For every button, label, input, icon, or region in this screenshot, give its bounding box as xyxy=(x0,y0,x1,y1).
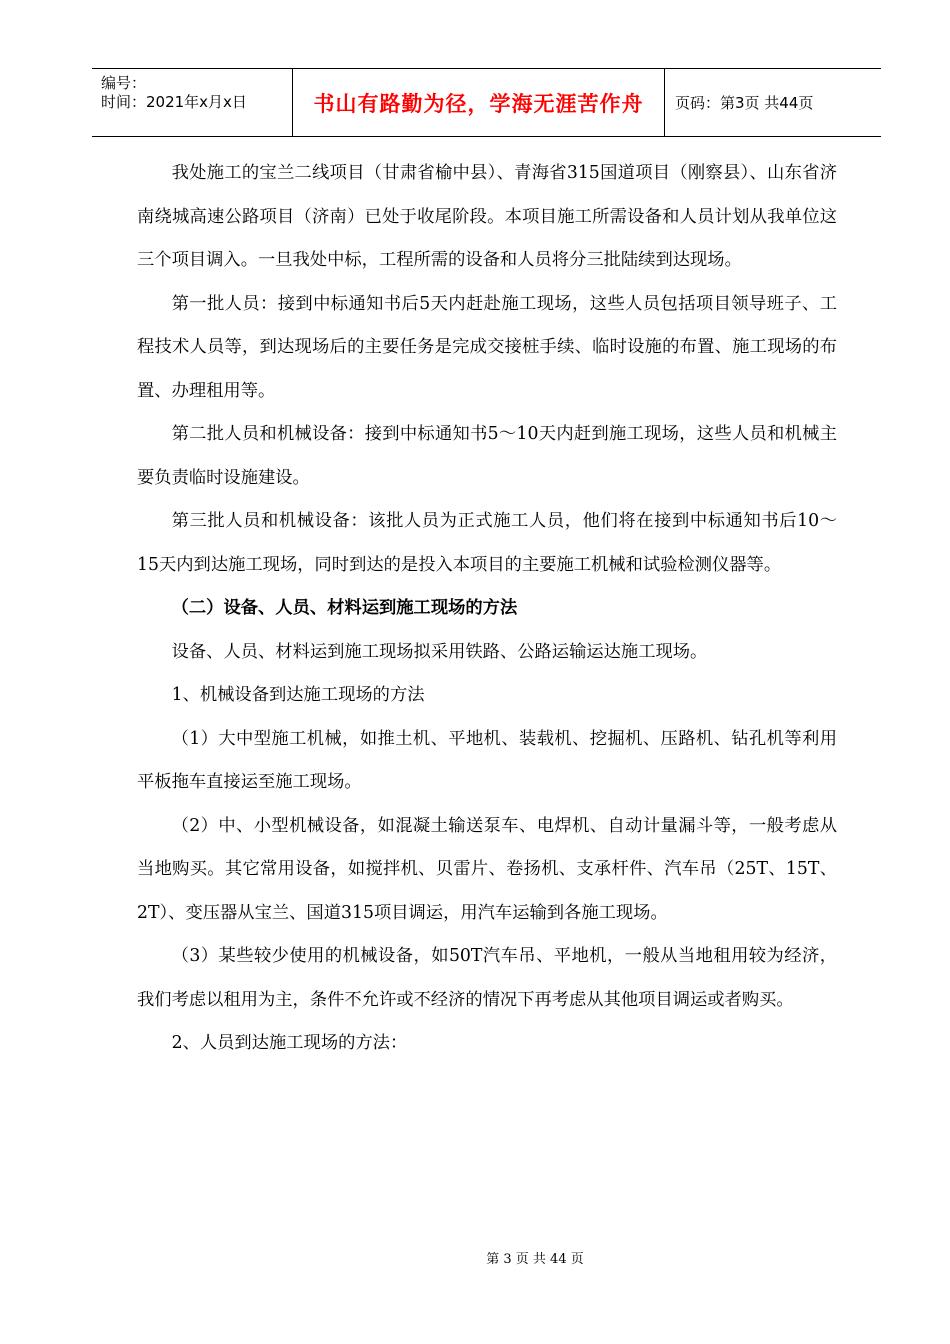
paragraph-second-batch: 第二批人员和机械设备：接到中标通知书5～10天内赶到施工现场，这些人员和机械主要负责临时设施建设。 xyxy=(137,424,837,488)
header-page-cell xyxy=(665,69,881,136)
section-heading: （二）设备、人员、材料运到施工现场的方法 xyxy=(171,598,518,618)
page-footer: 第 3 页 共 44 页 xyxy=(486,1252,584,1267)
subheading-personnel: 2、人员到达施工现场的方法： xyxy=(171,1033,408,1053)
header-motto: 书山有路勤为径，学海无涯苦作舟 xyxy=(313,91,644,116)
document-time-label: 时间：2021年x月x日 xyxy=(101,93,247,111)
page-header xyxy=(92,68,881,137)
header-meta-cell xyxy=(92,69,293,136)
paragraph-item-3: （3）某些较少使用的机械设备，如50T汽车吊、平地机，一般从当地租用较为经济，我们考虑以租用为主，条件不允许或不经济的情况下再考虑从其他项目调运或者购买。 xyxy=(137,946,837,1010)
paragraph-third-batch: 第三批人员和机械设备：该批人员为正式施工人员，他们将在接到中标通知书后10～15天内到达施工现场，同时到达的是投入本项目的主要施工机械和试验检测仪器等。 xyxy=(137,511,837,575)
header-page-label: 页码：第3页 共44页 xyxy=(675,94,814,112)
paragraph-item-1: （1）大中型施工机械，如推土机、平地机、装载机、挖掘机、压路机、钻孔机等利用平板拖车直接运至施工现场。 xyxy=(137,728,837,792)
paragraph-transport-method: 设备、人员、材料运到施工现场拟采用铁路、公路运输运达施工现场。 xyxy=(171,641,708,662)
paragraph-first-batch: 第一批人员：接到中标通知书后5天内赶赴施工现场，这些人员包括项目领导班子、工程技术人员等，到达现场后的主要任务是完成交接桩手续、临时设施的布置、施工现场的布置、办理租用等。 xyxy=(137,293,837,401)
document-body xyxy=(137,152,837,1066)
document-number-label: 编号： xyxy=(101,74,147,92)
paragraph-intro: 我处施工的宝兰二线项目（甘肃省榆中县）、青海省315国道项目（刚察县）、山东省济南绕城高速公路项目（济南）已处于收尾阶段。本项目施工所需设备和人员计划从我单位这三个项目调入。一旦我处中标，工程所需的设备和人员将分三批陆续到达现场。 xyxy=(137,163,837,270)
header-motto-cell xyxy=(293,69,665,136)
subheading-equipment: 1、机械设备到达施工现场的方法 xyxy=(171,685,425,705)
paragraph-item-2: （2）中、小型机械设备，如混凝土输送泵车、电焊机、自动计量漏斗等，一般考虑从当地购买。其它常用设备，如搅拌机、贝雷片、卷扬机、支承杆件、汽车吊（25T、15T、2T）、变压器从宝兰、国道315项目调运，用汽车运输到各施工现场。 xyxy=(137,815,837,923)
